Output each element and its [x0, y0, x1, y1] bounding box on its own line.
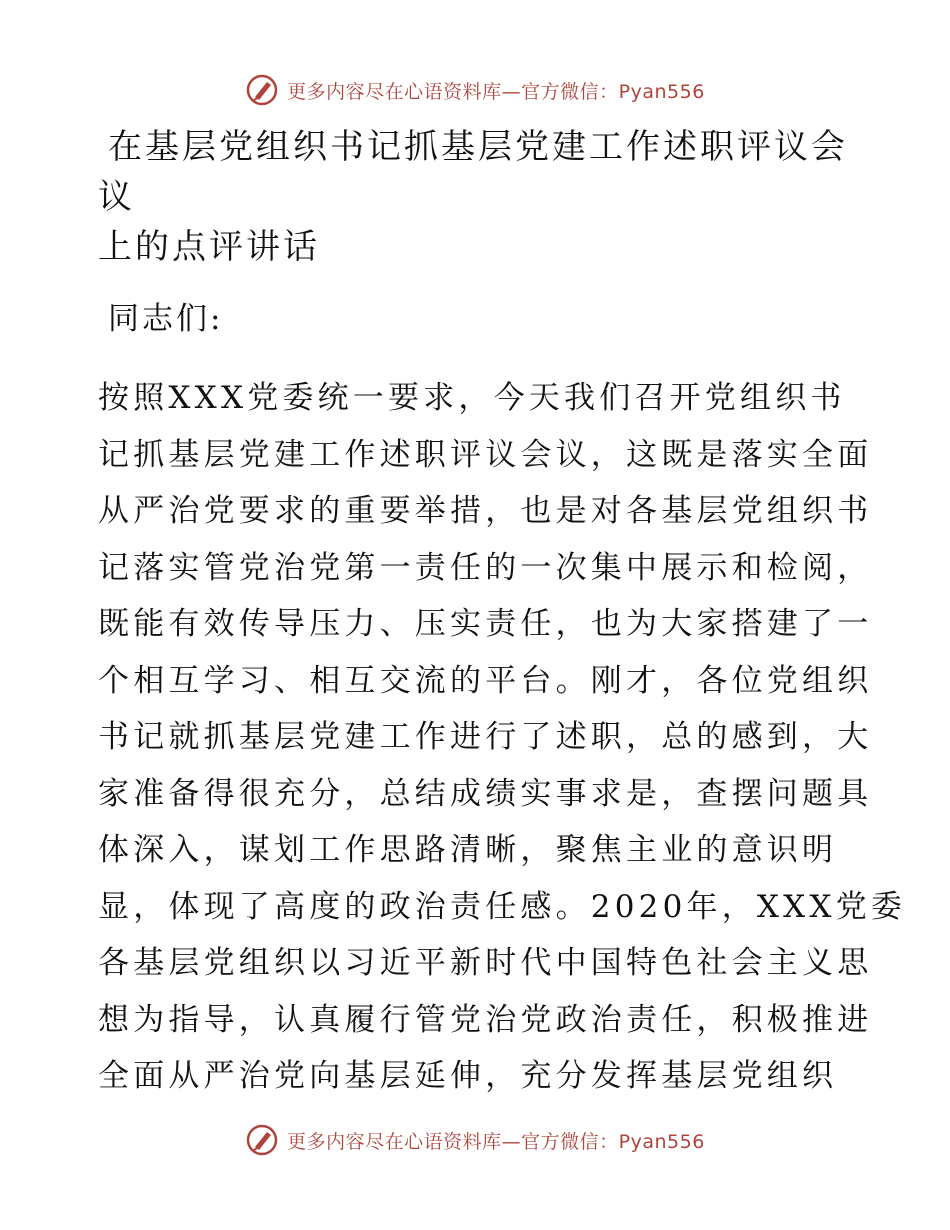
pen-logo-icon [245, 73, 279, 107]
footer-watermark [0, 1120, 950, 1160]
document-title [98, 122, 858, 272]
watermark-text: 更多内容尽在心语资料库—官方微信：Pyan556 [287, 80, 705, 103]
text-line: 各基层党组织以习近平新时代中国特色社会主义思 [98, 945, 873, 981]
text-line: 记落实管党治党第一责任的一次集中展示和检阅， [98, 549, 873, 586]
text-line: 既能有效传导压力、压实责任，也为大家搭建了一 [98, 606, 873, 642]
pen-logo-icon [245, 1123, 279, 1157]
text-line: 显，体现了高度的政治责任感。2020年，XXX党委 [98, 888, 907, 925]
title-line: 在基层党组织书记抓基层党建工作述职评议会议 [98, 127, 848, 217]
greeting: 同志们: [108, 301, 224, 337]
text-line: 体深入，谋划工作思路清晰，聚焦主业的意识明 [98, 832, 838, 868]
paragraph [98, 370, 907, 1105]
watermark-text: 更多内容尽在心语资料库—官方微信：Pyan556 [287, 1130, 705, 1153]
title-line: 上的点评讲话 [98, 227, 320, 267]
text-line: 全面从严治党向基层延伸，充分发挥基层党组织 [98, 1058, 838, 1094]
document-body [98, 122, 907, 1105]
text-line: 书记就抓基层党建工作进行了述职，总的感到，大 [98, 719, 873, 755]
text-line: 按照XXX党委统一要求，今天我们召开党组织书 [98, 380, 846, 416]
text-line: 想为指导，认真履行管党治党政治责任，积极推进 [98, 1001, 873, 1038]
text-line: 家准备得很充分，总结成绩实事求是，查摆问题具 [98, 775, 873, 812]
text-line: 个相互学习、相互交流的平台。刚才，各位党组织 [98, 662, 873, 699]
text-line: 记抓基层党建工作述职评议会议，这既是落实全面 [98, 436, 873, 473]
text-line: 从严治党要求的重要举措，也是对各基层党组织书 [98, 493, 873, 529]
header-watermark [0, 70, 950, 110]
